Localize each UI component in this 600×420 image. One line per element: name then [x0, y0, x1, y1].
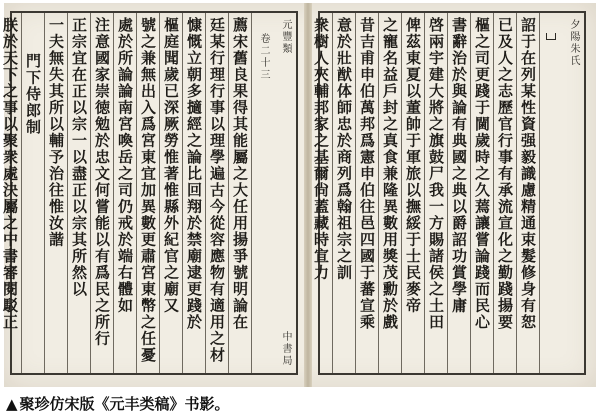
left-column-2: 廷某行理行事以理學遍古今從容應物有適用之材	[205, 13, 228, 373]
right-column-10: 衆樹人夾輔邦家之基爾尙蓋藏時宣力	[312, 17, 330, 281]
right-page	[312, 3, 596, 387]
caption-text: 聚珍仿宋版《元丰类稿》书影。	[19, 395, 230, 413]
left-column-10: 門下侍郎制	[21, 13, 44, 373]
left-page-columns	[1, 13, 296, 373]
left-column-5: 號之兼無出入爲宮東宜加異數更肅宮東幣之任憂	[136, 13, 159, 373]
right-column-6: 俾茲東夏以董帥于軍旅以撫綏于士民麥帝	[401, 13, 424, 373]
left-column-4: 樞庭聞歲已深厥勞惟著惟縣外紀官之廟又	[159, 13, 182, 373]
left-banxin-top: 元豐類	[280, 19, 291, 55]
right-column-5: 啓兩宇建大將之旗鼓尸我一方賜諸侯之土田	[424, 13, 447, 373]
right-column-8: 昔吉甫申伯萬邦爲憲申伯往邑四國于蕃宣乘	[355, 13, 378, 373]
left-page	[1, 3, 304, 387]
figure-caption	[6, 393, 230, 414]
left-column-3: 慷慨立朝多擿經之論比回翔於禁廟逮更踐於	[182, 13, 205, 373]
left-column-1: 薦宋舊良果得其能屬之大任用揚爭號明論在	[228, 13, 251, 373]
fishtail-mark	[540, 33, 562, 373]
left-banxin	[251, 13, 296, 373]
right-page-frame	[312, 11, 586, 375]
right-column-2: 已及人之志歷官行事有承流宣化之勤踐揚要	[493, 13, 516, 373]
left-column-9: 一夫無失其所以輔予治往惟汝諧	[44, 13, 67, 373]
right-column-4: 書辭治於與論有典國之典以爵詔功賞學庸	[447, 13, 470, 373]
left-page-frame	[1, 11, 298, 375]
right-banxin	[539, 13, 584, 373]
right-column-9: 意於壯猷体師忠於商列爲翰祖宗之訓	[332, 13, 355, 373]
left-column-7: 注意國家崇徳勉於忠文何嘗能以有爲民之所行	[90, 13, 113, 373]
left-column-6: 處於所論論南宮喚岳之司仍戒於端右體如	[113, 13, 136, 373]
triangle-marker-icon: ▲	[6, 395, 18, 413]
left-column-8: 正宗宜在正以宗一以盡正以宗其所然以	[67, 13, 90, 373]
right-page-columns	[312, 13, 584, 373]
right-column-1: 詔于在列某性資强毅識慮精通束髮修身有恕	[516, 13, 539, 373]
left-banxin-mid: 卷二十三	[258, 33, 269, 81]
book-scan	[1, 3, 596, 387]
left-banxin-bottom: 中書局	[280, 331, 291, 367]
right-column-7: 之寵名益戶封之真食兼隆異數用獎茂勳於戲	[378, 13, 401, 373]
left-column-11: 朕於天下之事以聚衆處決屬之中書審閱駁正	[0, 13, 21, 373]
right-column-3: 樞之司更踐于閫歲時之久蔫讓嘗論踐而民心	[470, 13, 493, 373]
right-banxin-top: 夕陽朱氏	[568, 19, 579, 67]
